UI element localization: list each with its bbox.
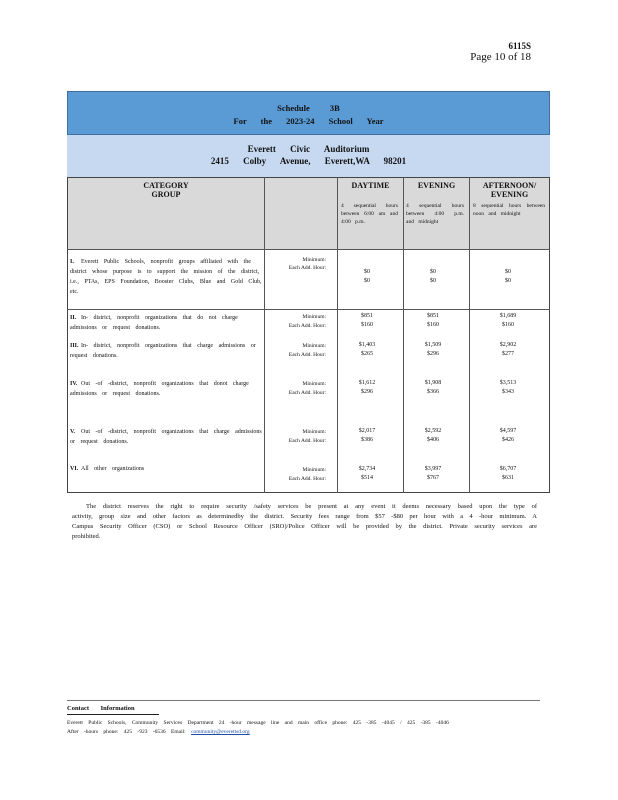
contact-underline bbox=[67, 714, 159, 715]
evening-hourly: $366 bbox=[427, 389, 439, 395]
evening-header: EVENING bbox=[417, 181, 456, 190]
row-description: In- district, nonprofit organizations that do not charge admissions or request donations. bbox=[70, 315, 238, 331]
evening-note: 4 sequential hours between 4:00 p.m. and midnight bbox=[406, 203, 464, 225]
afternoon-minimum: $6,707 bbox=[499, 466, 517, 472]
row-description: In- district, nonprofit organizations that charge admissions or request donations. bbox=[70, 343, 256, 359]
security-note-text: The district reserves the right to require security /safety services be present at any event it deems necessary based upon the type of activity, group size and other factors as determinedby the district. Security fees range from $57 -$80 per hour with a 4 -hour minimum. A Campus Security Officer (CSO) or School Resource Officer (SRO)/Police Officer will be provided by the district. Private security services are prohibited. bbox=[72, 503, 537, 540]
venue-name: Everett Civic Auditorium bbox=[247, 144, 370, 154]
row-number: II. bbox=[70, 315, 77, 321]
row-description: Everett Public Schools, nonprofit groups affiliated with the district whose purpose is to support the mission of the district, i.e., PTAs, EPS Foundation, Booster Clubs, Blue and Gold Club, etc. bbox=[70, 259, 262, 295]
footer-divider bbox=[67, 700, 540, 701]
table-row bbox=[70, 341, 262, 361]
afternoon-minimum: $4,597 bbox=[499, 428, 517, 434]
evening-minimum: $1,908 bbox=[424, 380, 442, 386]
min-label: Minimum: bbox=[302, 381, 326, 387]
school-year: For the 2023-24 School Year bbox=[233, 116, 384, 126]
venue-banner bbox=[67, 135, 550, 177]
row-divider bbox=[67, 249, 550, 250]
schedule-title: Schedule 3B bbox=[277, 103, 340, 113]
row-description: Out -of -district, nonprofit organizations that charge admissions or request donations. bbox=[70, 429, 262, 445]
daytime-hourly: $514 bbox=[361, 475, 373, 481]
afternoon-hourly: $277 bbox=[502, 351, 514, 357]
daytime-minimum: $0 bbox=[364, 269, 370, 275]
hour-label: Each Add. Hour: bbox=[288, 438, 326, 444]
evening-hourly: $0 bbox=[430, 278, 436, 284]
group-label: GROUP bbox=[151, 190, 181, 199]
category-header bbox=[68, 181, 264, 199]
evening-hourly: $160 bbox=[427, 322, 439, 328]
row-number: VI. bbox=[70, 466, 79, 472]
evening-hourly: $767 bbox=[427, 475, 439, 481]
daytime-minimum: $851 bbox=[361, 313, 373, 319]
afternoon-minimum: $1,689 bbox=[499, 313, 517, 319]
row-description: Out -of -district, nonprofit organizations that donot charge admissions or request donations. bbox=[70, 381, 249, 397]
daytime-hourly: $265 bbox=[361, 351, 373, 357]
afternoon-minimum: $2,902 bbox=[499, 342, 517, 348]
table-row bbox=[70, 313, 262, 333]
row-number: I. bbox=[70, 259, 74, 265]
afternoon-minimum: $3,513 bbox=[499, 380, 517, 386]
email-link[interactable]: community@everettsd.org bbox=[191, 729, 250, 735]
daytime-note: 4 sequential hours between 6:00 am and 4:00 p.m. bbox=[341, 203, 398, 225]
hour-label: Each Add. Hour: bbox=[288, 323, 326, 329]
evening-minimum: $851 bbox=[427, 313, 439, 319]
after-hours-text: After -hours phone: 425 -923 -6536 Email: bbox=[67, 729, 186, 735]
daytime-hourly: $386 bbox=[361, 437, 373, 443]
table-row bbox=[70, 427, 262, 447]
min-label: Minimum: bbox=[302, 343, 326, 349]
daytime-hourly: $160 bbox=[361, 322, 373, 328]
row-number: III. bbox=[70, 343, 79, 349]
evening-hourly: $296 bbox=[427, 351, 439, 357]
document-code: 6115S bbox=[508, 41, 531, 51]
min-label: Minimum: bbox=[302, 257, 326, 263]
evening-minimum: $3,997 bbox=[424, 466, 442, 472]
table-row bbox=[70, 464, 262, 474]
afternoon-hourly: $0 bbox=[505, 278, 511, 284]
afternoon-minimum: $0 bbox=[505, 269, 511, 275]
evening-minimum: $0 bbox=[430, 269, 436, 275]
evening-minimum: $2,592 bbox=[424, 428, 442, 434]
afternoon-evening-header: AFTERNOON/ EVENING bbox=[482, 181, 537, 199]
table-row bbox=[70, 257, 262, 297]
contact-line-1: Everett Public Schools, Community Services Department 24 -hour message line and main office phone: 425 -385 -4045 / 425 -385 -4046 bbox=[67, 720, 449, 726]
hour-label: Each Add. Hour: bbox=[288, 390, 326, 396]
daytime-minimum: $2,017 bbox=[358, 428, 376, 434]
schedule-banner bbox=[67, 91, 550, 135]
column-divider bbox=[337, 177, 338, 493]
afternoon-evening-note: 8 sequential hours between noon and midnight bbox=[473, 203, 545, 217]
row-number: V. bbox=[70, 429, 76, 435]
afternoon-hourly: $343 bbox=[502, 389, 514, 395]
row-description: All other organizations bbox=[81, 466, 145, 472]
contact-line-2 bbox=[67, 728, 250, 736]
hour-label: Each Add. Hour: bbox=[288, 476, 326, 482]
contact-heading: Contact Information bbox=[67, 705, 135, 712]
category-label: CATEGORY bbox=[143, 181, 189, 190]
min-label: Minimum: bbox=[302, 314, 326, 320]
table-row bbox=[70, 379, 262, 399]
row-number: IV. bbox=[70, 381, 78, 387]
evening-hourly: $406 bbox=[427, 437, 439, 443]
min-label: Minimum: bbox=[302, 429, 326, 435]
venue-address: 2415 Colby Avenue, Everett,WA 98201 bbox=[210, 156, 407, 166]
daytime-minimum: $1,612 bbox=[358, 380, 376, 386]
row-divider bbox=[67, 309, 550, 310]
daytime-header: DAYTIME bbox=[351, 181, 390, 190]
daytime-minimum: $2,734 bbox=[358, 466, 376, 472]
hour-label: Each Add. Hour: bbox=[288, 265, 326, 271]
column-divider bbox=[469, 177, 470, 493]
afternoon-hourly: $631 bbox=[502, 475, 514, 481]
daytime-minimum: $1,403 bbox=[358, 342, 376, 348]
security-note bbox=[72, 502, 537, 542]
afternoon-hourly: $160 bbox=[502, 322, 514, 328]
daytime-hourly: $0 bbox=[364, 278, 370, 284]
column-divider bbox=[403, 177, 404, 493]
min-label: Minimum: bbox=[302, 467, 326, 473]
daytime-hourly: $296 bbox=[361, 389, 373, 395]
hour-label: Each Add. Hour: bbox=[288, 352, 326, 358]
evening-minimum: $1,509 bbox=[424, 342, 442, 348]
column-divider bbox=[264, 177, 265, 493]
page-number: Page 10 of 18 bbox=[470, 51, 531, 63]
afternoon-hourly: $426 bbox=[502, 437, 514, 443]
